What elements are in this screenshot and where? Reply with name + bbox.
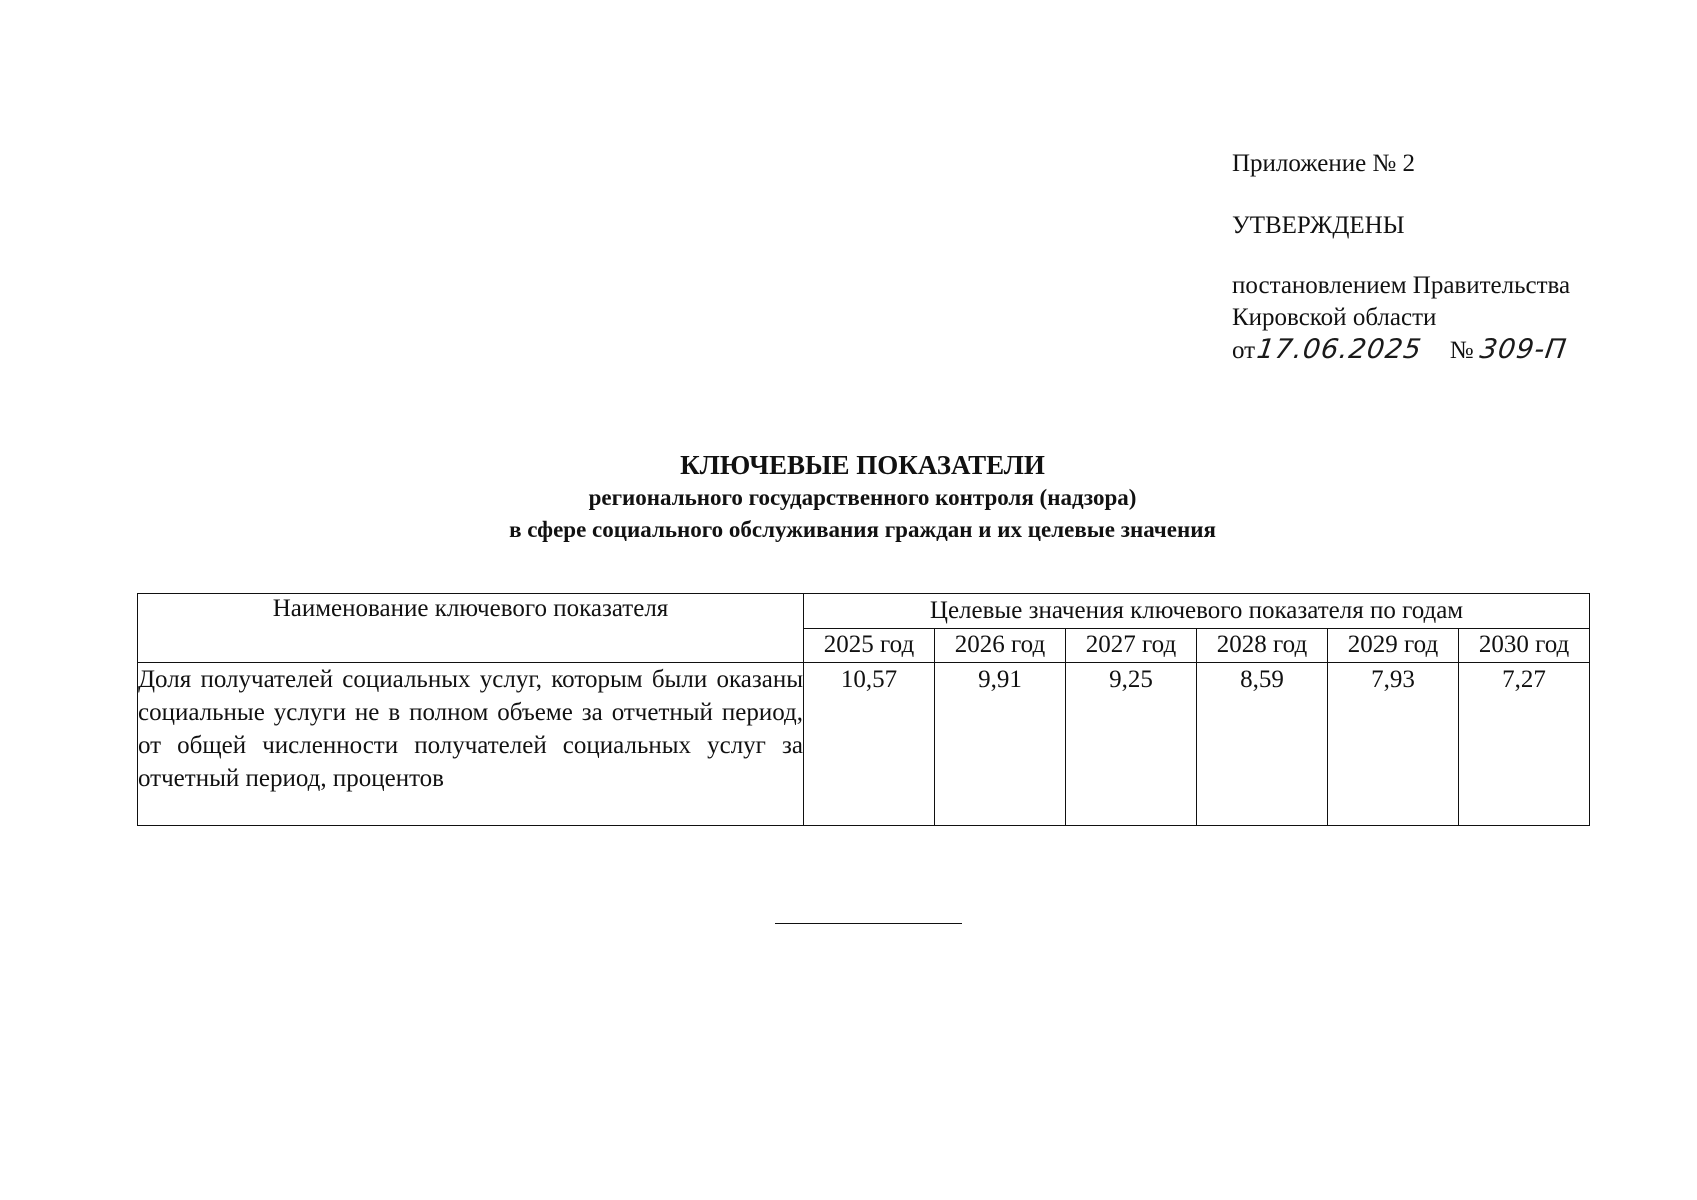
target-value-cell: 10,57 — [804, 663, 935, 826]
title-main: КЛЮЧЕВЫЕ ПОКАЗАТЕЛИ — [680, 450, 1045, 480]
handwritten-number: 309-П — [1477, 334, 1569, 365]
appendix-label: Приложение № 2 — [1232, 150, 1416, 177]
number-prefix: № — [1449, 337, 1474, 364]
target-value-cell: 7,27 — [1459, 663, 1590, 826]
title-subtitle-1: регионального государственного контроля (надзора) — [588, 485, 1137, 510]
indicator-name-header: Наименование ключевого показателя — [138, 594, 804, 663]
target-value-cell: 9,91 — [935, 663, 1066, 826]
target-values-header: Целевые значения ключевого показателя по годам — [804, 594, 1590, 629]
decree-line-1: постановлением Правительства — [1232, 272, 1571, 299]
year-header: 2027 год — [1066, 628, 1197, 663]
decree-date-line — [1232, 334, 1672, 367]
document-title — [0, 448, 1697, 546]
table-header-row — [138, 594, 1590, 629]
indicator-name-cell: Доля получателей социальных услуг, которым были оказаны социальные услуги не в полном объеме за отчетный период, от общей численности получателей социальных услуг за отчетный период, процентов — [138, 663, 804, 826]
kpi-table — [137, 593, 1590, 826]
approved-label: УТВЕРЖДЕНЫ — [1232, 212, 1405, 239]
target-value-cell: 9,25 — [1066, 663, 1197, 826]
approval-block — [1232, 148, 1672, 367]
year-header: 2025 год — [804, 628, 935, 663]
decree-line-2: Кировской области — [1232, 304, 1437, 331]
title-subtitle-2: в сфере социального обслуживания граждан и их целевые значения — [509, 517, 1216, 542]
year-header: 2029 год — [1328, 628, 1459, 663]
handwritten-date: 17.06.2025 — [1255, 334, 1424, 365]
target-value-cell: 8,59 — [1197, 663, 1328, 826]
date-prefix: от — [1232, 337, 1256, 364]
year-header: 2026 год — [935, 628, 1066, 663]
target-value-cell: 7,93 — [1328, 663, 1459, 826]
year-header: 2028 год — [1197, 628, 1328, 663]
table-row — [138, 663, 1590, 826]
year-header: 2030 год — [1459, 628, 1590, 663]
end-divider-line — [775, 923, 962, 924]
